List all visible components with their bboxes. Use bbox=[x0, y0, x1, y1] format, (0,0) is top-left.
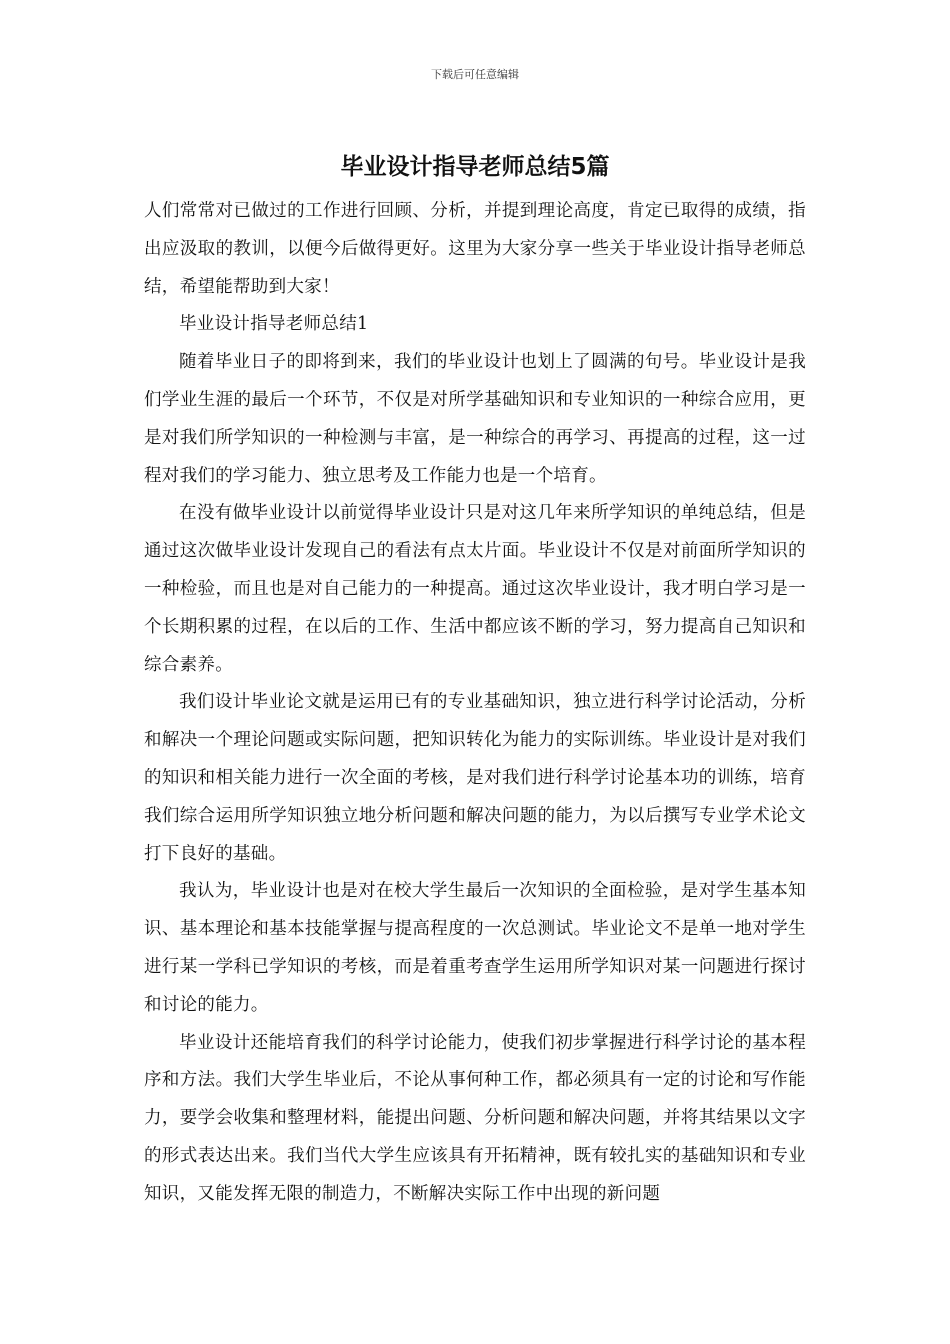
body-paragraph: 随着毕业日子的即将到来，我们的毕业设计也划上了圆满的句号。毕业设计是我们学业生涯的最后一个环节，不仅是对所学基础知识和专业知识的一种综合应用，更是对我们所学知识的一种检测与丰富，是一种综合的再学习、再提高的过程，这一过程对我们的学习能力、独立思考及工作能力也是一个培育。 bbox=[144, 352, 806, 486]
section-heading: 毕业设计指导老师总结1 bbox=[179, 314, 369, 335]
body-paragraph: 我们设计毕业论文就是运用已有的专业基础知识，独立进行科学讨论活动，分析和解决一个理论问题或实际问题，把知识转化为能力的实际训练。毕业设计是对我们的知识和相关能力进行一次全面的考核，是对我们进行科学讨论基本功的训练，培育我们综合运用所学知识独立地分析问题和解决问题的能力，为以后撰写专业学术论文打下良好的基础。 bbox=[144, 692, 806, 864]
body-paragraph: 毕业设计还能培育我们的科学讨论能力，使我们初步掌握进行科学讨论的基本程序和方法。我们大学生毕业后，不论从事何种工作，都必须具有一定的讨论和写作能力，要学会收集和整理材料，能提出问题、分析问题和解决问题，并将其结果以文字的形式表达出来。我们当代大学生应该具有开拓精神，既有较扎实的基础知识和专业知识，又能发挥无限的制造力，不断解决实际工作中出现的新问题 bbox=[144, 1032, 806, 1204]
body-paragraph: 我认为，毕业设计也是对在校大学生最后一次知识的全面检验，是对学生基本知识、基本理论和基本技能掌握与提高程度的一次总测试。毕业论文不是单一地对学生进行某一学科已学知识的考核，而是着重考查学生运用所学知识对某一问题进行探讨和讨论的能力。 bbox=[144, 881, 806, 1015]
header-note: 下载后可任意编辑 bbox=[431, 68, 519, 81]
document-title: 毕业设计指导老师总结5篇 bbox=[340, 154, 610, 180]
document-body bbox=[144, 193, 806, 1214]
intro-paragraph: 人们常常对已做过的工作进行回顾、分析，并提到理论高度，肯定已取得的成绩，指出应汲取的教训，以便今后做得更好。这里为大家分享一些关于毕业设计指导老师总结，希望能帮助到大家！ bbox=[144, 201, 806, 297]
body-paragraph: 在没有做毕业设计以前觉得毕业设计只是对这几年来所学知识的单纯总结，但是通过这次做毕业设计发现自己的看法有点太片面。毕业设计不仅是对前面所学知识的一种检验，而且也是对自己能力的一种提高。通过这次毕业设计，我才明白学习是一个长期积累的过程，在以后的工作、生活中都应该不断的学习，努力提高自己知识和综合素养。 bbox=[144, 503, 806, 675]
